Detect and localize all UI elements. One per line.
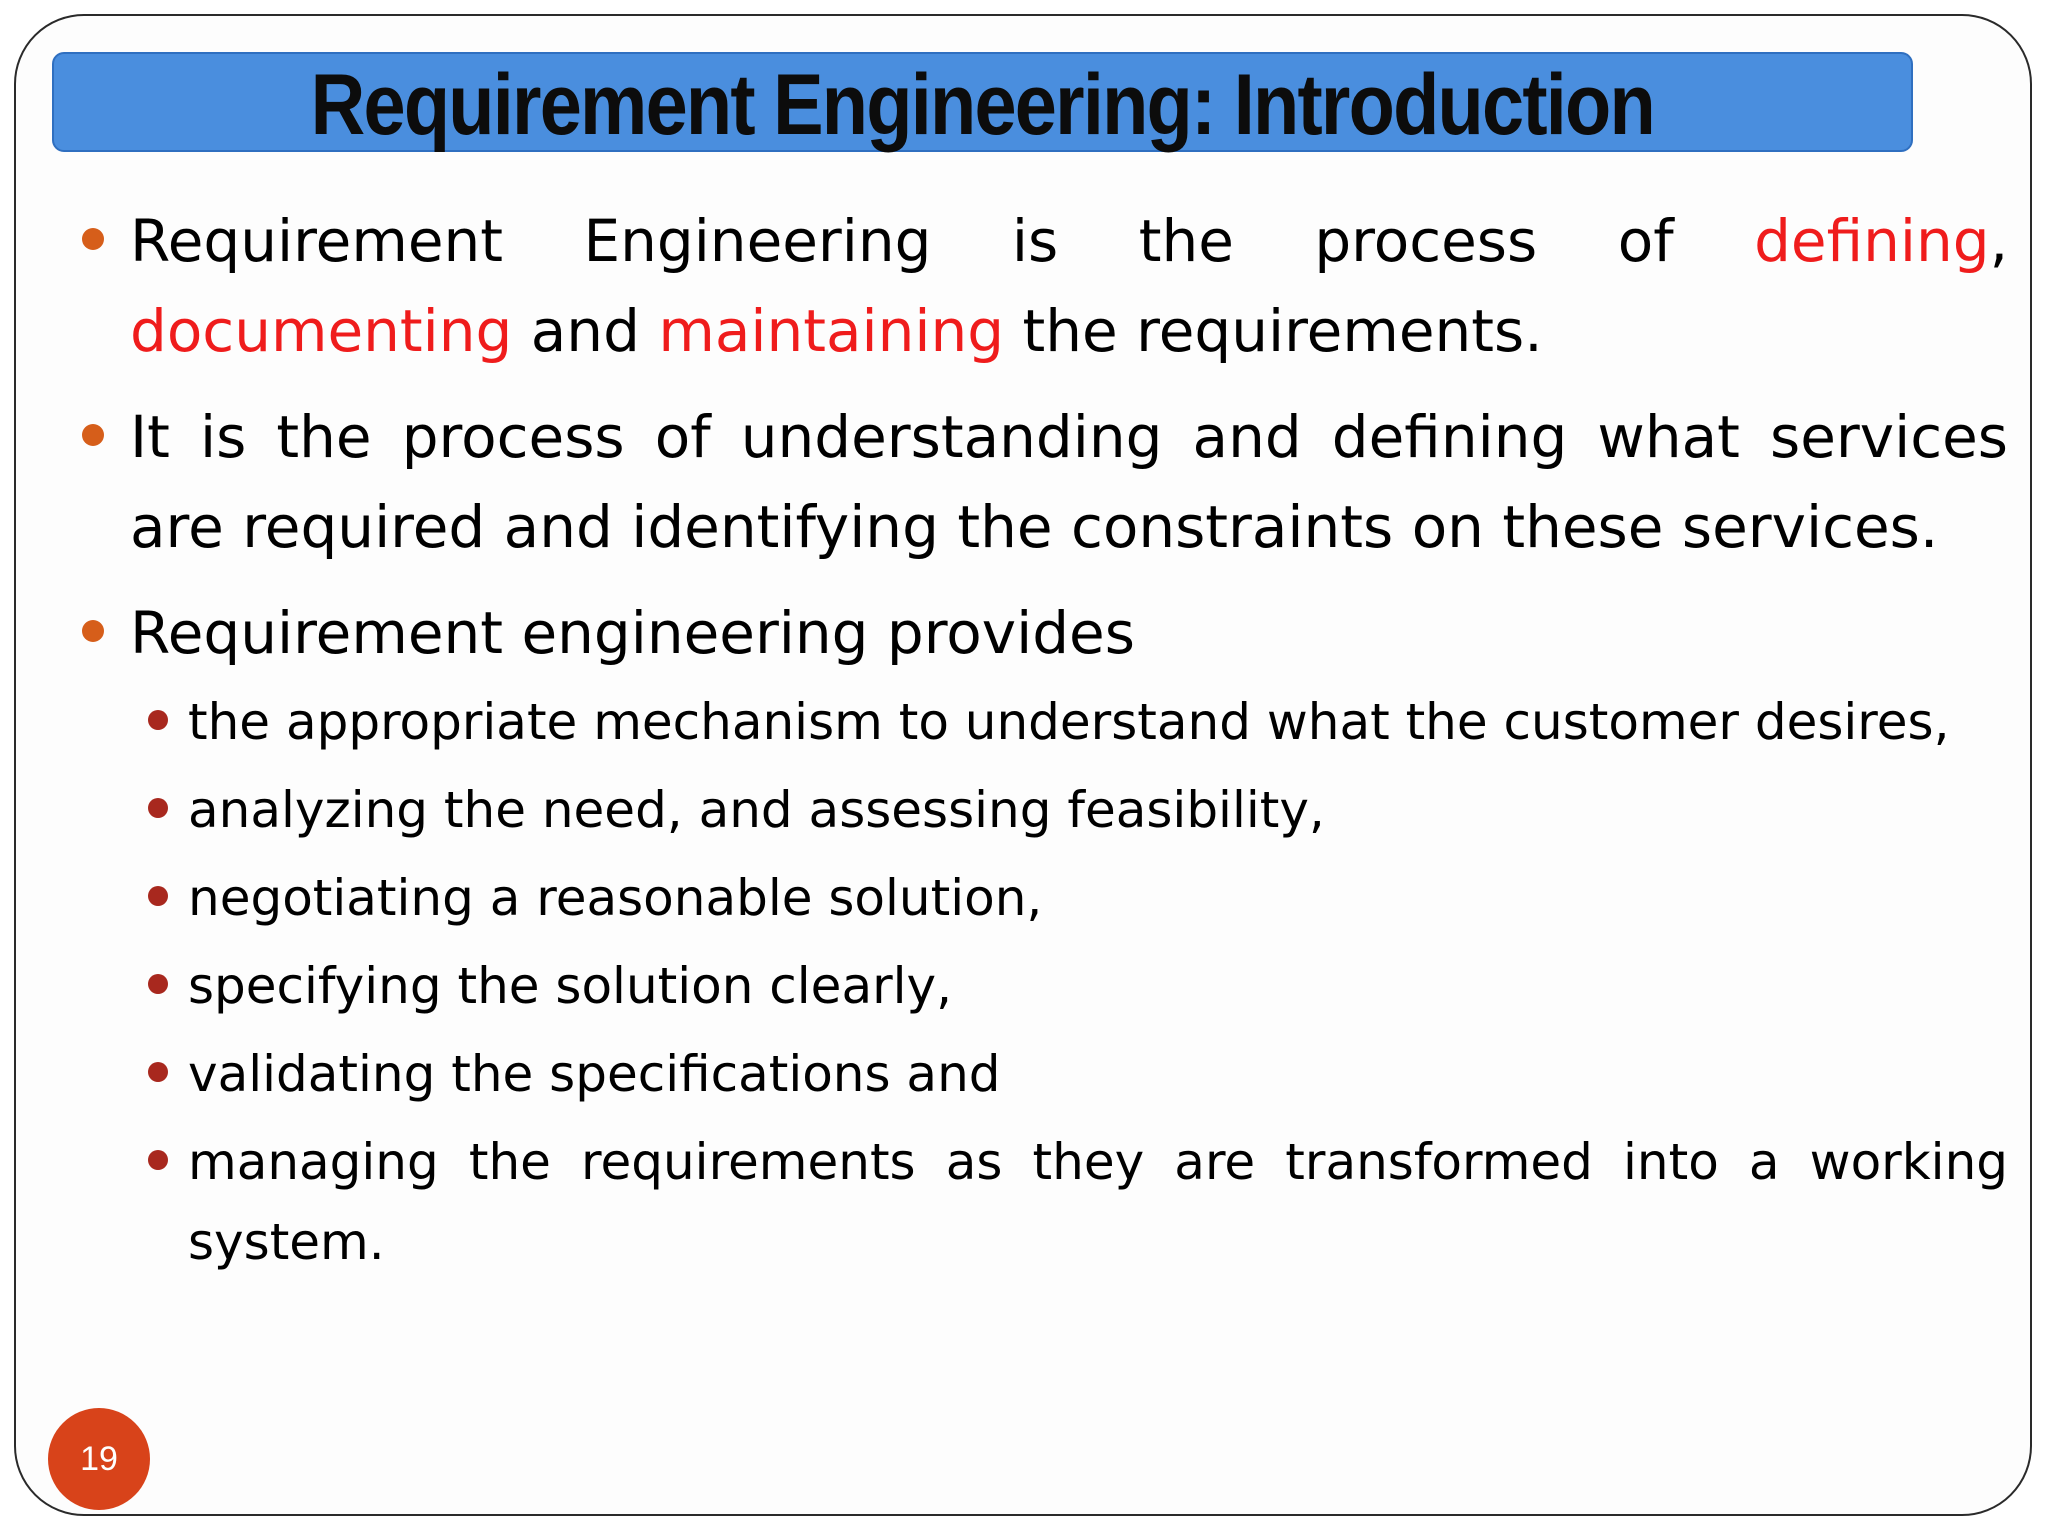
sub-bullet-item xyxy=(68,682,2008,762)
bullet-text xyxy=(130,207,2008,365)
sub-bullet-dot-icon xyxy=(148,1062,168,1082)
page-number-badge: 19 xyxy=(48,1408,150,1510)
bullet-item xyxy=(68,196,2008,376)
bullet-dot-icon xyxy=(82,424,104,446)
sub-bullet-item xyxy=(68,1034,2008,1114)
text-segment: and xyxy=(512,297,659,365)
bullet-dot-icon xyxy=(82,228,104,250)
sub-bullet-item xyxy=(68,858,2008,938)
sub-bullet-dot-icon xyxy=(148,710,168,730)
highlight-documenting: documenting xyxy=(130,297,513,365)
bullet-text: It is the process of understanding and defining what services are required and identifying the constraints on these services. xyxy=(130,403,2008,561)
sub-bullet-text: validating the specifications and xyxy=(188,1045,1001,1103)
highlight-defining: defining xyxy=(1754,207,1990,275)
slide-title: Requirement Engineering: Introduction xyxy=(310,56,1655,153)
sub-bullet-text: negotiating a reasonable solution, xyxy=(188,869,1043,927)
sub-bullet-item xyxy=(68,1122,2008,1282)
bullet-text: Requirement engineering provides xyxy=(130,599,1135,667)
sub-bullet-item xyxy=(68,770,2008,850)
slide-content xyxy=(68,196,2008,1290)
sub-bullet-dot-icon xyxy=(148,974,168,994)
sub-bullet-dot-icon xyxy=(148,1150,168,1170)
bullet-dot-icon xyxy=(82,620,104,642)
text-segment: the requirements. xyxy=(1004,297,1543,365)
sub-bullet-text: the appropriate mechanism to understand what the customer desires, xyxy=(188,693,1950,751)
highlight-maintaining: maintaining xyxy=(658,297,1005,365)
sub-bullet-item xyxy=(68,946,2008,1026)
text-segment: Requirement Engineering is the process of xyxy=(130,207,1755,275)
sub-bullet-text: analyzing the need, and assessing feasibility, xyxy=(188,781,1325,839)
sub-bullet-dot-icon xyxy=(148,886,168,906)
bullet-item xyxy=(68,588,2008,678)
bullet-item xyxy=(68,392,2008,572)
title-bar xyxy=(52,52,1913,152)
sub-bullet-text: specifying the solution clearly, xyxy=(188,957,953,1015)
slide-frame xyxy=(14,14,2032,1516)
text-segment: , xyxy=(1989,207,2008,275)
sub-bullet-dot-icon xyxy=(148,798,168,818)
sub-bullet-text: managing the requirements as they are transformed into a working system. xyxy=(188,1133,2008,1271)
